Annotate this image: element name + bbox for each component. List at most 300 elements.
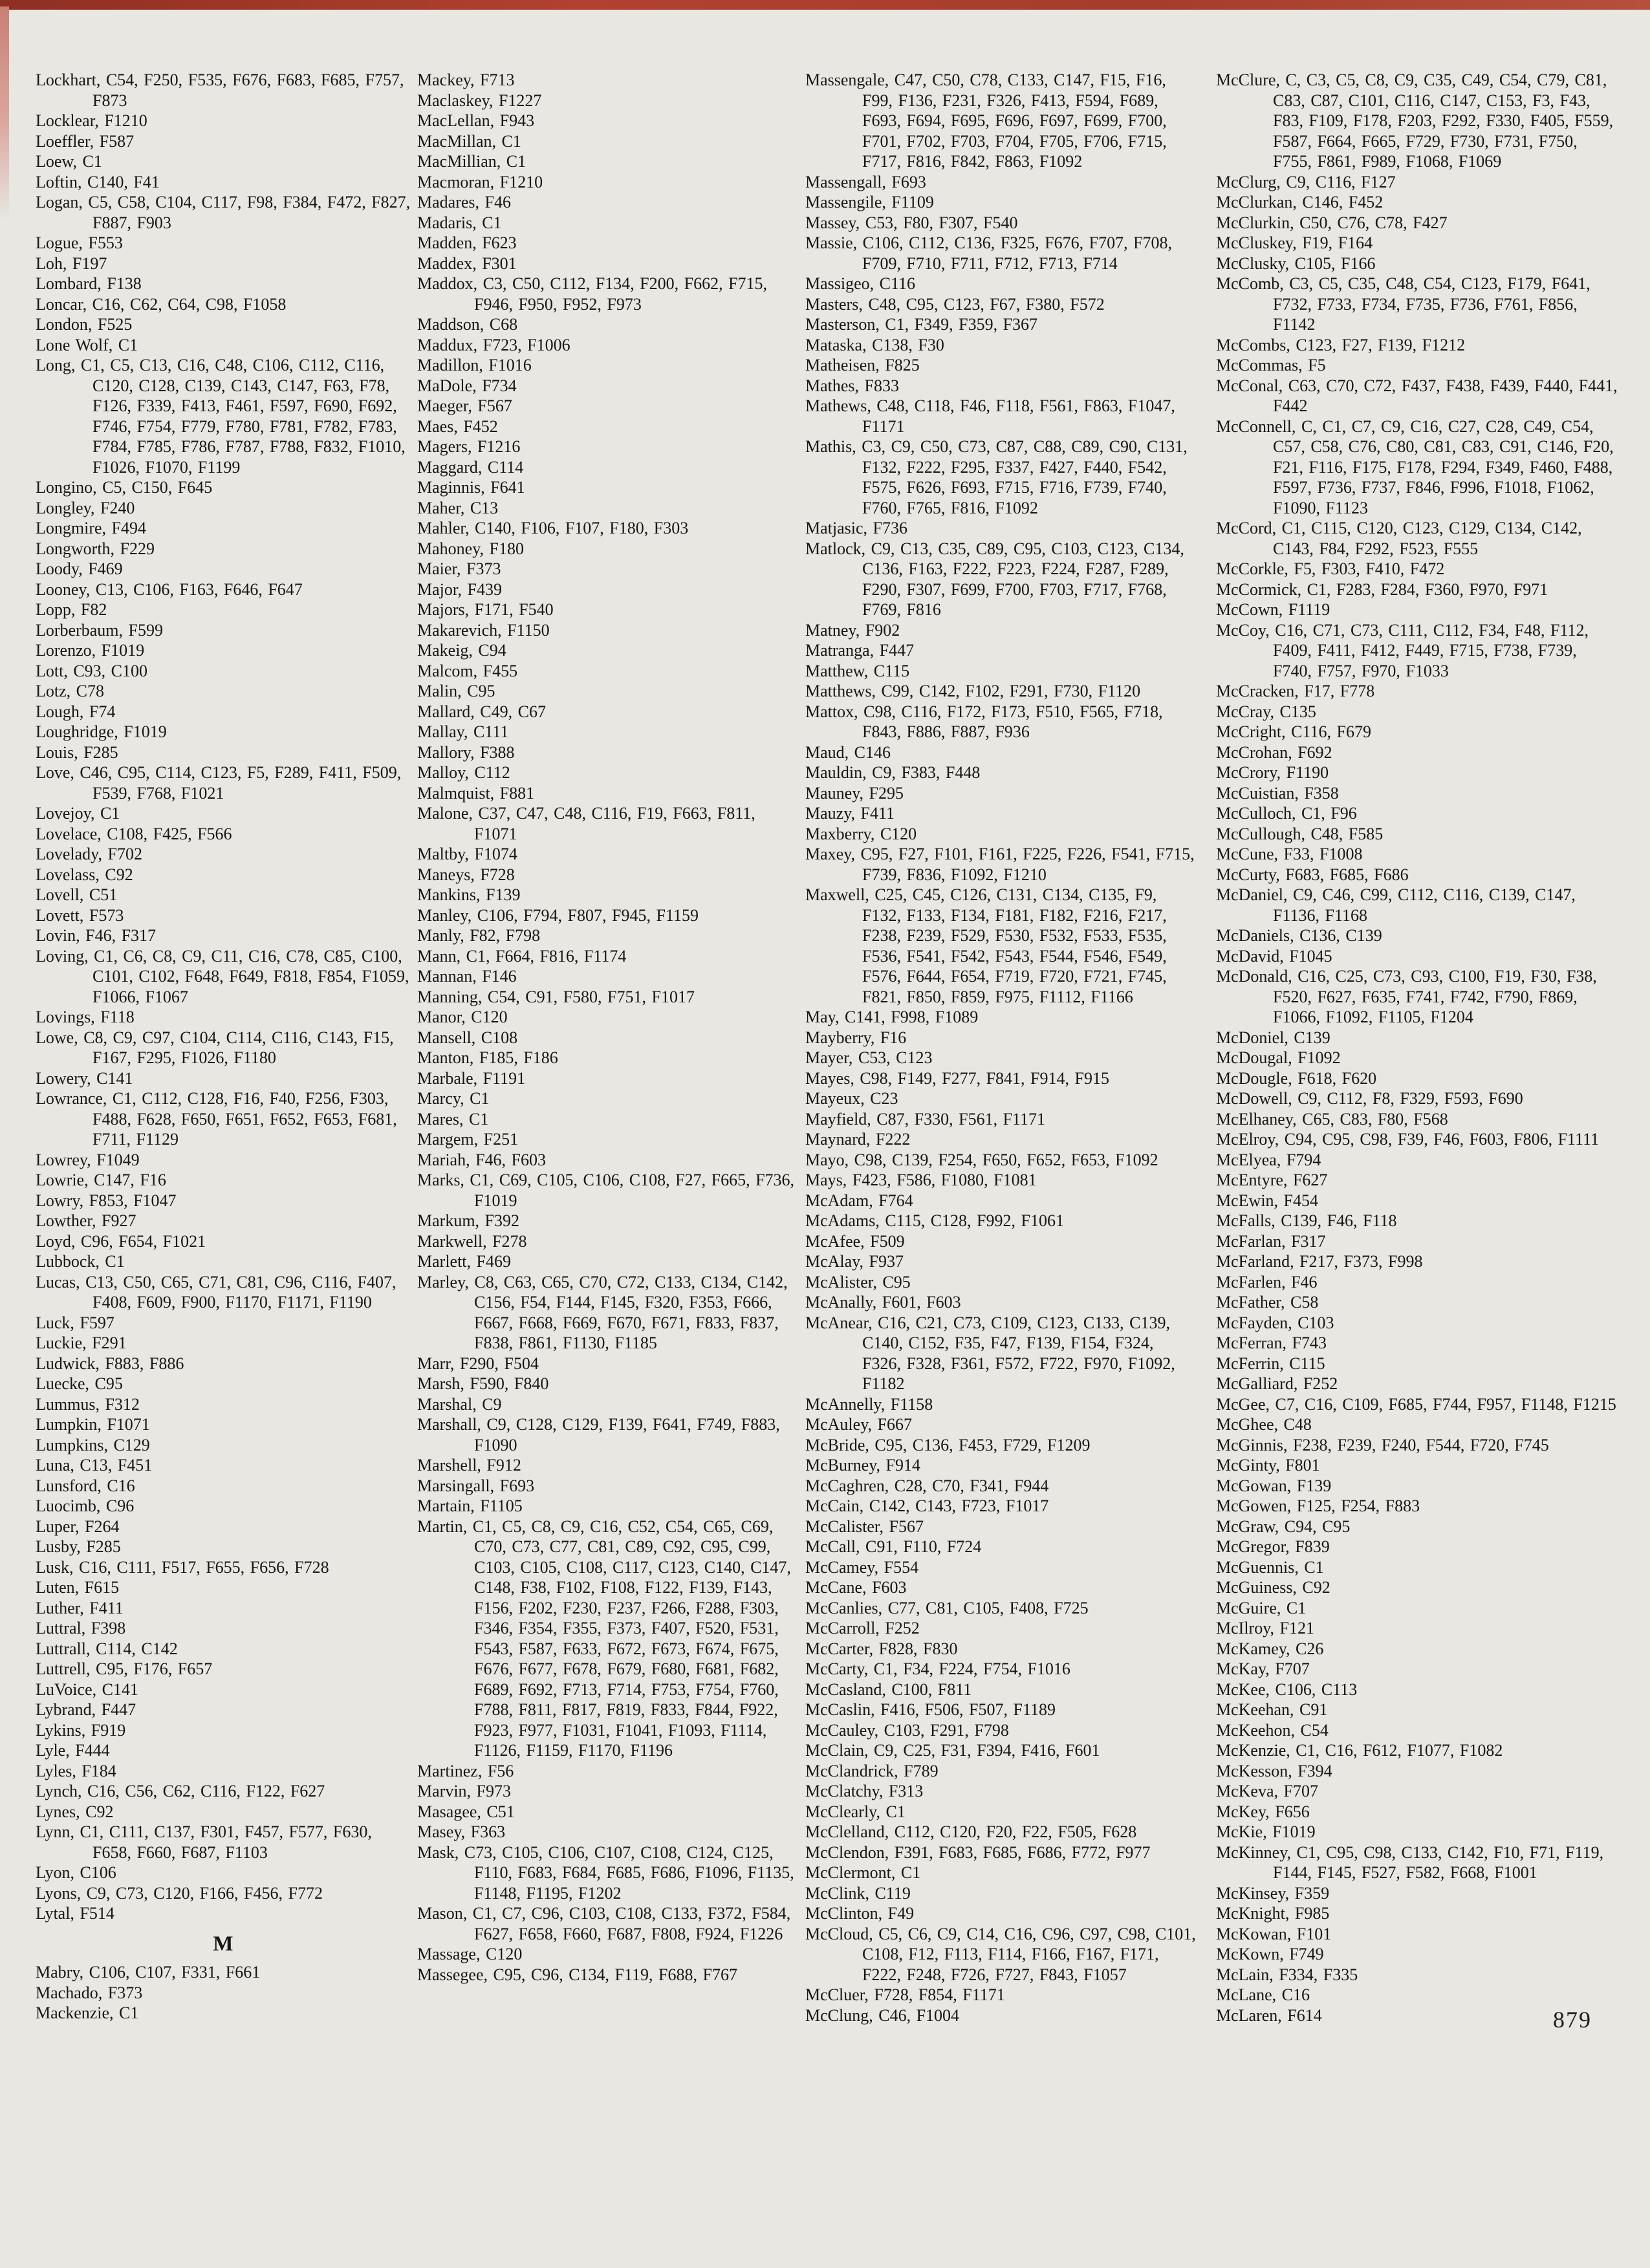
index-entry: Lotz, C78 (36, 682, 104, 700)
index-entry: Lorenzo, F1019 (36, 641, 145, 660)
index-entry: McFarland, F217, F373, F998 (1216, 1252, 1423, 1271)
index-entry: LuVoice, C141 (36, 1679, 138, 1699)
index-entry: Malcom, F455 (417, 661, 518, 680)
index-entry: Marcy, C1 (417, 1089, 490, 1108)
index-entry: McGinty, F801 (1216, 1456, 1320, 1474)
index-entry: McDougal, F1092 (1216, 1048, 1341, 1067)
index-entry: Mares, C1 (417, 1109, 489, 1129)
index-entry: McClurkin, C50, C76, C78, F427 (1216, 213, 1448, 232)
index-entry: Magers, F1216 (417, 437, 521, 456)
index-entry: MacMillian, C1 (417, 152, 526, 171)
index-entry: McKay, F707 (1216, 1659, 1310, 1678)
index-entry: Maneys, F728 (417, 865, 515, 884)
index-entry: McCombs, C123, F27, F139, F1212 (1216, 335, 1466, 354)
index-entry: McCarter, F828, F830 (805, 1639, 958, 1658)
index-entry: Mayfield, C87, F330, F561, F1171 (805, 1109, 1046, 1129)
index-entry: Longley, F240 (36, 498, 135, 517)
index-entry: Locklear, F1210 (36, 111, 147, 130)
index-entry: Lunsford, C16 (36, 1476, 135, 1495)
index-entry: McCalister, F567 (805, 1517, 924, 1536)
index-entry: McAnnelly, F1158 (805, 1394, 933, 1414)
index-entry: Lovejoy, C1 (36, 804, 120, 823)
index-entry: McClinton, F49 (805, 1904, 915, 1923)
index-entry: McDavid, F1045 (1216, 946, 1332, 966)
index-entry: Logue, F553 (36, 233, 123, 252)
index-entry: McCrory, F1190 (1216, 763, 1329, 782)
index-entry: McCormick, C1, F283, F284, F360, F970, F971 (1216, 579, 1548, 599)
index-entry: Massigeo, C116 (805, 274, 916, 293)
index-entry: McCulloch, C1, F96 (1216, 804, 1357, 823)
index-entry: Mallard, C49, C67 (417, 702, 546, 721)
index-entry: McFerrin, C115 (1216, 1354, 1325, 1373)
index-entry: Massengile, F1109 (805, 193, 934, 211)
index-entry: Maxwell, C25, C45, C126, C131, C134, C135, F9, F132, F133, F134, F181, F182, F216, F217, F238, F239, F529, F530, F532, F533, F535, F536, F541, F542, F543, F544, F546, F549, F576, F644, F654, F719, F720, F721, F745, F821, F850, F859, F975, F1112, F1166 (805, 885, 1167, 1006)
index-entry: Lovelace, C108, F425, F566 (36, 824, 232, 843)
index-entry: McClusky, C105, F166 (1216, 254, 1376, 273)
index-entry: McGowan, F139 (1216, 1476, 1332, 1495)
index-entry: Mahoney, F180 (417, 539, 524, 558)
index-entry: Lowrie, C147, F16 (36, 1171, 166, 1189)
index-entry: Lummus, F312 (36, 1394, 140, 1414)
index-entry: Markum, F392 (417, 1211, 519, 1230)
index-entry: Lott, C93, C100 (36, 661, 148, 680)
index-entry: Matney, F902 (805, 620, 900, 640)
index-entry: Long, C1, C5, C13, C16, C48, C106, C112, C116, C120, C128, C139, C143, C147, F63, F78, F126, F339, F413, F461, F597, F690, F692, F746, F754, F779, F780, F781, F782, F783, F784, F785, F786, F787, F788, F832, F1010, F1026, F1070, F1199 (36, 356, 406, 477)
index-entry: Manly, F82, F798 (417, 926, 541, 945)
index-entry: McCarty, C1, F34, F224, F754, F1016 (805, 1659, 1070, 1678)
index-entry: Mauzy, F411 (805, 804, 895, 823)
index-entry: Madden, F623 (417, 233, 517, 252)
index-entry: McDaniels, C136, C139 (1216, 926, 1382, 945)
index-entry: Malone, C37, C47, C48, C116, F19, F663, F811, F1071 (417, 804, 755, 843)
index-entry: McElhaney, C65, C83, F80, F568 (1216, 1109, 1448, 1129)
index-entry: Matthew, C115 (805, 661, 910, 680)
index-entry: McDougle, F618, F620 (1216, 1068, 1377, 1088)
index-entry: McFayden, C103 (1216, 1313, 1334, 1332)
index-entry: McDowell, C9, C112, F8, F329, F593, F690 (1216, 1089, 1523, 1108)
index-entry: Malloy, C112 (417, 763, 510, 782)
index-entry: McCoy, C16, C71, C73, C111, C112, F34, F48, F112, F409, F411, F412, F449, F715, F738, F739, F740, F757, F970, F1033 (1216, 620, 1589, 680)
index-entry: Mariah, F46, F603 (417, 1150, 546, 1169)
index-entry: Mathis, C3, C9, C50, C73, C87, C88, C89, C90, C131, F132, F222, F295, F337, F427, F440, F542, F575, F626, F693, F715, F716, F739, F740, F760, F765, F816, F1092 (805, 437, 1188, 517)
index-entry: McIlroy, F121 (1216, 1619, 1314, 1637)
index-entry: Loughridge, F1019 (36, 722, 167, 741)
index-entry: Mask, C73, C105, C106, C107, C108, C124, C125, F110, F683, F684, F685, F686, F1096, F1135, F1148, F1195, F1202 (417, 1842, 794, 1903)
index-entry: McGee, C7, C16, C109, F685, F744, F957, F1148, F1215 (1216, 1394, 1616, 1414)
index-entry: McCain, C142, C143, F723, F1017 (805, 1496, 1049, 1515)
index-entry: Loody, F469 (36, 559, 123, 578)
index-entry: McClure, C, C3, C5, C8, C9, C35, C49, C54, C79, C81, C83, C87, C101, C116, C147, C153, F3, F43, F83, F109, F178, F203, F292, F330, F405, F559, F587, F664, F665, F729, F730, F731, F750, F755, F861, F989, F1068, F1069 (1216, 70, 1614, 171)
index-entry: Loncar, C16, C62, C64, C98, F1058 (36, 294, 287, 314)
index-entry: McDaniel, C9, C46, C99, C112, C116, C139, C147, F1136, F1168 (1216, 885, 1576, 925)
index-entry: Mason, C1, C7, C96, C103, C108, C133, F372, F584, F627, F658, F660, F687, F808, F924, F1226 (417, 1904, 791, 1943)
index-entry: McComb, C3, C5, C35, C48, C54, C123, F179, F641, F732, F733, F734, F735, F736, F761, F856, F1142 (1216, 274, 1590, 334)
index-entry: McKie, F1019 (1216, 1822, 1316, 1841)
index-entry: McCaslin, F416, F506, F507, F1189 (805, 1700, 1056, 1719)
index-entry: Luecke, C95 (36, 1374, 123, 1393)
index-entry: Mankins, F139 (417, 885, 521, 904)
index-entry: Matjasic, F736 (805, 519, 907, 537)
index-entry: McKeehan, C91 (1216, 1700, 1328, 1719)
index-entry: McElyea, F794 (1216, 1150, 1321, 1169)
index-entry: McClink, C119 (805, 1883, 911, 1903)
index-entry: Mann, C1, F664, F816, F1174 (417, 946, 627, 966)
index-entry: McCloud, C5, C6, C9, C14, C16, C96, C97, C98, C101, C108, F12, F113, F114, F166, F167, F171, F222, F248, F726, F727, F843, F1057 (805, 1924, 1196, 1984)
index-entry: Marshell, F912 (417, 1456, 521, 1474)
index-entry: McGhee, C48 (1216, 1415, 1312, 1434)
index-entry: McGraw, C94, C95 (1216, 1517, 1351, 1536)
index-column-4 (1216, 70, 1620, 2025)
index-entry: Lovelass, C92 (36, 865, 133, 884)
index-entry: Luttrall, C114, C142 (36, 1639, 178, 1658)
index-entry: Lytal, F514 (36, 1904, 114, 1923)
index-entry: McGalliard, F252 (1216, 1374, 1338, 1393)
index-entry: Luttrell, C95, F176, F657 (36, 1659, 213, 1678)
index-entry: McFarlen, F46 (1216, 1272, 1318, 1291)
index-entry: Love, C46, C95, C114, C123, F5, F289, F411, F509, F539, F768, F1021 (36, 763, 402, 803)
index-entry: Massengale, C47, C50, C78, C133, C147, F15, F16, F99, F136, F231, F326, F413, F594, F689, F693, F694, F695, F696, F697, F699, F700, F701, F702, F703, F704, F705, F706, F715, F717, F816, F842, F863, F1092 (805, 70, 1167, 171)
index-entry: Lowrey, F1049 (36, 1150, 140, 1169)
index-entry: McCane, F603 (805, 1578, 907, 1597)
index-entry: McAfee, F509 (805, 1231, 905, 1251)
index-entry: McAdams, C115, C128, F992, F1061 (805, 1211, 1064, 1230)
index-entry: Lynes, C92 (36, 1802, 114, 1821)
index-entry: Longmire, F494 (36, 519, 146, 537)
index-entry: May, C141, F998, F1089 (805, 1008, 979, 1026)
index-entry: Maier, F373 (417, 559, 501, 578)
index-entry: Lynn, C1, C111, C137, F301, F457, F577, F630, F658, F660, F687, F1103 (36, 1822, 372, 1862)
index-entry: Machado, F373 (36, 1983, 143, 2002)
index-entry: Maddex, F301 (417, 254, 517, 273)
index-entry: Mabry, C106, C107, F331, F661 (36, 1963, 261, 1982)
index-entry: Luocimb, C96 (36, 1496, 135, 1515)
index-entry: Mathes, F833 (805, 376, 899, 395)
index-entry: McEwin, F454 (1216, 1191, 1318, 1210)
index-entry: Ludwick, F883, F886 (36, 1354, 184, 1373)
index-entry: Luttral, F398 (36, 1619, 126, 1637)
index-entry: Mayo, C98, C139, F254, F650, F652, F653, F1092 (805, 1150, 1158, 1169)
index-entry: Mayeux, C23 (805, 1089, 898, 1108)
index-entry: Maxey, C95, F27, F101, F161, F225, F226, F541, F715, F739, F836, F1092, F1210 (805, 845, 1195, 884)
index-entry: McKeehon, C54 (1216, 1720, 1329, 1740)
index-entry: Lockhart, C54, F250, F535, F676, F683, F685, F757, F873 (36, 70, 404, 110)
index-entry: McCright, C116, F679 (1216, 722, 1371, 741)
index-entry: McKeva, F707 (1216, 1782, 1318, 1800)
index-entry: Marbale, F1191 (417, 1068, 526, 1088)
index-entry: Marshall, C9, C128, C129, F139, F641, F749, F883, F1090 (417, 1415, 780, 1454)
index-entry: Masagee, C51 (417, 1802, 515, 1821)
index-entry: McLane, C16 (1216, 1985, 1310, 2004)
index-entry: Luten, F615 (36, 1578, 120, 1597)
index-entry: Lovin, F46, F317 (36, 926, 157, 945)
index-entry: Mauney, F295 (805, 783, 904, 803)
index-entry: McClatchy, F313 (805, 1782, 924, 1800)
index-entry: Lubbock, C1 (36, 1252, 125, 1271)
index-entry: Lyles, F184 (36, 1761, 116, 1780)
index-entry: McAdam, F764 (805, 1191, 913, 1210)
index-entry: Lybrand, F447 (36, 1700, 136, 1719)
index-entry: McElroy, C94, C95, C98, F39, F46, F603, F806, F1111 (1216, 1130, 1600, 1149)
index-column-2 (417, 70, 796, 1985)
index-entry: McCurty, F683, F685, F686 (1216, 865, 1409, 884)
index-entry: McGinnis, F238, F239, F240, F544, F720, F745 (1216, 1435, 1549, 1454)
index-entry: Maddox, C3, C50, C112, F134, F200, F662, F715, F946, F950, F952, F973 (417, 274, 768, 314)
index-entry: Manning, C54, C91, F580, F751, F1017 (417, 987, 695, 1006)
index-entry: McClurkan, C146, F452 (1216, 193, 1384, 211)
index-entry: Maclaskey, F1227 (417, 91, 542, 110)
index-entry: McFerran, F743 (1216, 1334, 1327, 1352)
index-entry: Mansell, C108 (417, 1028, 518, 1047)
index-entry: Lowry, F853, F1047 (36, 1191, 177, 1210)
page-number: 879 (1553, 2007, 1592, 2033)
index-entry: McClendon, F391, F683, F685, F686, F772, F977 (805, 1842, 1151, 1862)
index-entry: Loving, C1, C6, C8, C9, C11, C16, C78, C85, C100, C101, C102, F648, F649, F818, F854, F1059, F1066, F1067 (36, 946, 409, 1006)
index-entry: McClelland, C112, C120, F20, F22, F505, F628 (805, 1822, 1137, 1841)
index-entry: McBurney, F914 (805, 1456, 920, 1474)
index-entry: Manor, C120 (417, 1008, 508, 1026)
index-entry: McAuley, F667 (805, 1415, 912, 1434)
index-entry: Massey, C53, F80, F307, F540 (805, 213, 1018, 232)
index-entry: McBride, C95, C136, F453, F729, F1209 (805, 1435, 1091, 1454)
index-entry: McGuiness, C92 (1216, 1578, 1330, 1597)
index-entry: Malmquist, F881 (417, 783, 535, 803)
index-entry: Markwell, F278 (417, 1231, 527, 1251)
index-entry: Lyon, C106 (36, 1863, 116, 1882)
index-entry: MacMillan, C1 (417, 131, 521, 151)
index-entry: McDonald, C16, C25, C73, C93, C100, F19, F30, F38, F520, F627, F635, F741, F742, F790, F869, F1066, F1092, F1105, F1204 (1216, 967, 1597, 1026)
index-entry: Massengall, F693 (805, 172, 926, 191)
index-entry: Mayer, C53, C123 (805, 1048, 933, 1067)
index-entry: Maddux, F723, F1006 (417, 335, 570, 354)
index-entry: McCray, C135 (1216, 702, 1316, 721)
index-entry: McCluer, F728, F854, F1171 (805, 1985, 1005, 2004)
index-entry: McKnight, F985 (1216, 1904, 1330, 1923)
index-entry: Massage, C120 (417, 1945, 523, 1963)
index-entry: Manton, F185, F186 (417, 1048, 558, 1067)
index-entry: McCarroll, F252 (805, 1619, 920, 1637)
index-entry: Luck, F597 (36, 1313, 114, 1332)
scan-edge-left-artifact (0, 6, 9, 220)
index-entry: McCasland, C100, F811 (805, 1679, 972, 1699)
index-entry: Lyle, F444 (36, 1741, 110, 1760)
index-entry: Lone Wolf, C1 (36, 335, 138, 354)
index-entry: Lucas, C13, C50, C65, C71, C81, C96, C116, F407, F408, F609, F900, F1170, F1171, F1190 (36, 1272, 396, 1312)
index-entry: McLain, F334, F335 (1216, 1965, 1358, 1984)
index-entry: McAnally, F601, F603 (805, 1293, 961, 1312)
index-entry: Massegee, C95, C96, C134, F119, F688, F767 (417, 1965, 737, 1984)
index-entry: Mayes, C98, F149, F277, F841, F914, F915 (805, 1068, 1109, 1088)
index-entry: McConnell, C, C1, C7, C9, C16, C27, C28, C49, C54, C57, C58, C76, C80, C81, C83, C91, C146, F20, F21, F116, F175, F178, F294, F349, F460, F488, F597, F736, F737, F846, F996, F1018, F1062, F1090, F1123 (1216, 416, 1614, 517)
index-entry: Makeig, C94 (417, 641, 506, 660)
index-entry: McKamey, C26 (1216, 1639, 1324, 1658)
index-entry: Mannan, F146 (417, 967, 517, 986)
index-entry: McGuire, C1 (1216, 1598, 1307, 1617)
index-entry: McKown, F749 (1216, 1945, 1324, 1963)
index-entry: Lumpkins, C129 (36, 1435, 150, 1454)
index-entry: MaDole, F734 (417, 376, 517, 395)
index-entry: Longino, C5, C150, F645 (36, 478, 213, 497)
index-entry: Marr, F290, F504 (417, 1354, 539, 1373)
index-entry: Loh, F197 (36, 254, 107, 273)
index-entry: Luper, F264 (36, 1517, 120, 1536)
index-entry: Lopp, F82 (36, 600, 107, 619)
index-entry: Martain, F1105 (417, 1496, 523, 1515)
index-entry: Mackey, F713 (417, 70, 515, 89)
index-entry: Matheisen, F825 (805, 356, 920, 374)
index-entry: McCuistian, F358 (1216, 783, 1339, 803)
index-entry: Marvin, F973 (417, 1782, 511, 1800)
index-entry: Lusby, F285 (36, 1537, 121, 1556)
index-entry: Masters, C48, C95, C123, F67, F380, F572 (805, 294, 1105, 314)
index-entry: Madares, F46 (417, 193, 511, 211)
index-entry: Lumpkin, F1071 (36, 1415, 150, 1434)
index-entry: McKinney, C1, C95, C98, C133, C142, F10, F71, F119, F144, F145, F527, F582, F668, F1001 (1216, 1842, 1604, 1882)
index-entry: McCaghren, C28, C70, F341, F944 (805, 1476, 1049, 1495)
index-entry: McClung, C46, F1004 (805, 2005, 960, 2025)
index-entry: McCrohan, F692 (1216, 742, 1332, 762)
index-entry: McCune, F33, F1008 (1216, 845, 1363, 863)
index-entry: Malin, C95 (417, 682, 495, 700)
index-entry: Maeger, F567 (417, 396, 512, 415)
index-entry: Maud, C146 (805, 742, 891, 762)
index-entry: Mataska, C138, F30 (805, 335, 944, 354)
index-entry: McKenzie, C1, C16, F612, F1077, F1082 (1216, 1741, 1503, 1760)
index-entry: Marks, C1, C69, C105, C106, C108, F27, F665, F736, F1019 (417, 1171, 795, 1210)
index-entry: Marlett, F469 (417, 1252, 511, 1271)
index-entry: Loew, C1 (36, 152, 102, 171)
index-entry: McConal, C63, C70, C72, F437, F438, F439, F440, F441, F442 (1216, 376, 1618, 415)
index-entry: Masey, F363 (417, 1822, 506, 1841)
index-entry: Macmoran, F1210 (417, 172, 543, 191)
index-entry: McCanlies, C77, C81, C105, F408, F725 (805, 1598, 1089, 1617)
index-entry: McCown, F1119 (1216, 600, 1330, 619)
index-entry: Lowe, C8, C9, C97, C104, C114, C116, C143, F15, F167, F295, F1026, F1180 (36, 1028, 394, 1067)
index-entry: Martin, C1, C5, C8, C9, C16, C52, C54, C65, C69, C70, C73, C77, C81, C89, C92, C95, C99, C103, C105, C108, C117, C123, C140, C147, C148, F38, F102, F108, F122, F139, F143, F156, F202, F230, F237, F266, F288, F303, F346, F354, F355, F373, F407, F520, F531, F543, F587, F633, F672, F673, F674, F675, F676, F677, F678, F679, F680, F681, F682, F689, F692, F713, F714, F753, F754, F760, F788, F811, F817, F819, F833, F844, F922, F923, F977, F1031, F1041, F1093, F1114, F1126, F1159, F1170, F1196 (417, 1517, 791, 1760)
index-column-3 (805, 70, 1197, 2025)
index-entry: McGowen, F125, F254, F883 (1216, 1496, 1420, 1515)
index-entry: Lovell, C51 (36, 885, 118, 904)
index-entry: Marley, C8, C63, C65, C70, C72, C133, C134, C142, C156, F54, F144, F145, F320, F353, F666, F667, F668, F669, F670, F671, F833, F837, F838, F861, F1130, F1185 (417, 1272, 788, 1352)
index-entry: McGuennis, C1 (1216, 1557, 1324, 1577)
index-entry: McCluskey, F19, F164 (1216, 233, 1373, 252)
index-entry: Maltby, F1074 (417, 845, 517, 863)
index-entry: Louis, F285 (36, 742, 118, 762)
index-entry: McAlister, C95 (805, 1272, 911, 1291)
index-entry: Loftin, C140, F41 (36, 172, 160, 191)
index-entry: Marsingall, F693 (417, 1476, 535, 1495)
index-entry: McEntyre, F627 (1216, 1171, 1328, 1189)
index-entry: Mahler, C140, F106, F107, F180, F303 (417, 519, 689, 537)
index-entry: McFarlan, F317 (1216, 1231, 1326, 1251)
index-entry: Loyd, C96, F654, F1021 (36, 1231, 206, 1251)
index-entry: Masterson, C1, F349, F359, F367 (805, 315, 1038, 334)
index-entry: Matranga, F447 (805, 641, 915, 660)
index-entry: Luckie, F291 (36, 1334, 127, 1352)
index-column-1 (36, 70, 411, 2024)
index-entry: Lyons, C9, C73, C120, F166, F456, F772 (36, 1883, 323, 1903)
index-entry: McClearly, C1 (805, 1802, 906, 1821)
index-entry: Mallay, C111 (417, 722, 509, 741)
index-entry: Matlock, C9, C13, C35, C89, C95, C103, C123, C134, C136, F163, F222, F223, F224, F287, F289, F290, F307, F699, F700, F703, F717, F768, F769, F816 (805, 539, 1184, 619)
index-entry: Maynard, F222 (805, 1130, 911, 1149)
index-entry: McClurg, C9, C116, F127 (1216, 172, 1396, 191)
index-entry: McAnear, C16, C21, C73, C109, C123, C133, C139, C140, C152, F35, F47, F139, F154, F324, F326, F328, F361, F572, F722, F970, F1092, F1182 (805, 1313, 1175, 1393)
index-entry: McKinsey, F359 (1216, 1883, 1330, 1903)
index-entry: MacLellan, F943 (417, 111, 535, 130)
index-entry: McDoniel, C139 (1216, 1028, 1330, 1047)
index-entry: Mackenzie, C1 (36, 2003, 139, 2022)
index-entry: Manley, C106, F794, F807, F945, F1159 (417, 905, 699, 925)
index-entry: Lykins, F919 (36, 1720, 126, 1740)
index-entry: McClandrick, F789 (805, 1761, 939, 1780)
index-entry: McCauley, C103, F291, F798 (805, 1720, 1009, 1740)
index-entry: Maddson, C68 (417, 315, 518, 334)
index-entry: Margem, F251 (417, 1130, 519, 1149)
index-entry: Maher, C13 (417, 498, 499, 517)
index-entry: Lorberbaum, F599 (36, 620, 163, 640)
index-entry: Looney, C13, C106, F163, F646, F647 (36, 579, 303, 599)
index-entry: Matthews, C99, C142, F102, F291, F730, F1120 (805, 682, 1141, 700)
index-entry: McCommas, F5 (1216, 356, 1326, 374)
index-entry: McCord, C1, C115, C120, C123, C129, C134, C142, C143, F84, F292, F523, F555 (1216, 519, 1582, 558)
index-entry: McKowan, F101 (1216, 1924, 1332, 1943)
index-entry: Loeffler, F587 (36, 131, 135, 151)
index-entry: McFather, C58 (1216, 1293, 1319, 1312)
index-entry: McCullough, C48, F585 (1216, 824, 1384, 843)
index-entry: Madaris, C1 (417, 213, 502, 232)
index-entry: Longworth, F229 (36, 539, 155, 558)
index-entry: McGregor, F839 (1216, 1537, 1330, 1556)
index-entry: McCracken, F17, F778 (1216, 682, 1375, 700)
index-entry: Mattox, C98, C116, F172, F173, F510, F565, F718, F843, F886, F887, F936 (805, 702, 1163, 741)
index-entry: Mathews, C48, C118, F46, F118, F561, F863, F1047, F1171 (805, 396, 1175, 436)
index-entry: McCorkle, F5, F303, F410, F472 (1216, 559, 1445, 578)
index-entry: McCall, C91, F110, F724 (805, 1537, 982, 1556)
index-entry: Mays, F423, F586, F1080, F1081 (805, 1171, 1037, 1189)
index-entry: Lough, F74 (36, 702, 116, 721)
index-entry: Luther, F411 (36, 1598, 124, 1617)
index-entry: Lombard, F138 (36, 274, 142, 293)
index-entry: Massie, C106, C112, C136, F325, F676, F707, F708, F709, F710, F711, F712, F713, F714 (805, 233, 1173, 273)
index-entry: Lovett, F573 (36, 905, 124, 925)
index-entry: McLaren, F614 (1216, 2005, 1322, 2025)
index-entry: Marshal, C9 (417, 1394, 502, 1414)
index-entry: Maggard, C114 (417, 457, 524, 477)
index-entry: Makarevich, F1150 (417, 620, 550, 640)
index-entry: Lynch, C16, C56, C62, C116, F122, F627 (36, 1782, 325, 1800)
index-entry: Maes, F452 (417, 416, 498, 436)
index-entry: Maxberry, C120 (805, 824, 917, 843)
index-entry: Mayberry, F16 (805, 1028, 907, 1047)
index-entry: Major, F439 (417, 579, 502, 599)
index-entry: Madillon, F1016 (417, 356, 532, 374)
index-entry: Lowrance, C1, C112, C128, F16, F40, F256, F303, F488, F628, F650, F651, F652, F653, F681, F711, F1129 (36, 1089, 397, 1149)
index-entry: Martinez, F56 (417, 1761, 514, 1780)
index-entry: Lowther, F927 (36, 1211, 136, 1230)
index-entry: McAlay, F937 (805, 1252, 904, 1271)
index-entry: Mallory, F388 (417, 742, 515, 762)
index-entry: McFalls, C139, F46, F118 (1216, 1211, 1397, 1230)
index-entry: Logan, C5, C58, C104, C117, F98, F384, F472, F827, F887, F903 (36, 193, 411, 232)
index-entry: Maginnis, F641 (417, 478, 525, 497)
index-entry: London, F525 (36, 315, 133, 334)
index-entry: Lovelady, F702 (36, 845, 142, 863)
index-entry: Marsh, F590, F840 (417, 1374, 549, 1393)
section-header: M (213, 1932, 233, 1956)
index-entry: Lusk, C16, C111, F517, F655, F656, F728 (36, 1557, 329, 1577)
index-entry: McCamey, F554 (805, 1557, 919, 1577)
index-entry: McKee, C106, C113 (1216, 1679, 1358, 1699)
